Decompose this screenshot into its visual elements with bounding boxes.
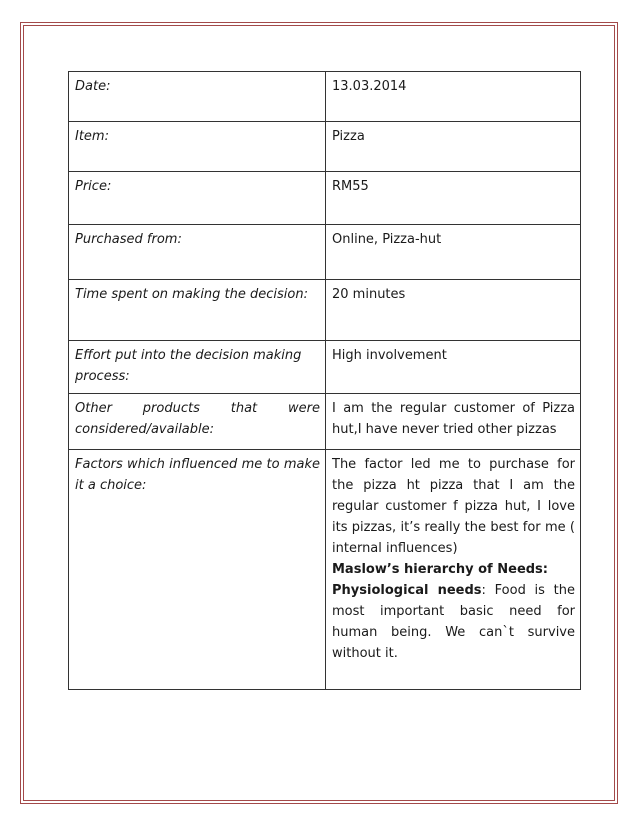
item-label: Item: [69, 122, 326, 172]
purchase-decision-table [68, 71, 581, 690]
price-label: Price: [69, 172, 326, 225]
table-row [69, 72, 581, 122]
table-row [69, 172, 581, 225]
table-row [69, 450, 581, 690]
purchased-from-value: Online, Pizza-hut [326, 225, 581, 280]
maslow-heading: Maslow’s hierarchy of Needs: [332, 562, 548, 577]
physiological-needs-text: : Food is the most important basic need for human being. We can`t survive without it. [332, 583, 575, 661]
factors-intro-text: The factor led me to purchase for the pizza ht pizza that I am the regular customer f pizza hut, I love its pizzas, it’s really the best for me ( internal influences) [332, 457, 575, 556]
date-value: 13.03.2014 [326, 72, 581, 122]
table-row [69, 341, 581, 394]
time-spent-label: Time spent on making the decision: [69, 280, 326, 341]
time-spent-value: 20 minutes [326, 280, 581, 341]
table-row [69, 122, 581, 172]
date-label: Date: [69, 72, 326, 122]
effort-value: High involvement [326, 341, 581, 394]
physiological-needs-title: Physiological needs [332, 583, 482, 598]
price-value: RM55 [326, 172, 581, 225]
table-row [69, 225, 581, 280]
effort-label: Effort put into the decision making process: [69, 341, 326, 394]
other-products-value: I am the regular customer of Pizza hut,I have never tried other pizzas [326, 394, 581, 450]
other-products-label: Other products that were considered/available: [69, 394, 326, 450]
item-value: Pizza [326, 122, 581, 172]
purchased-from-label: Purchased from: [69, 225, 326, 280]
factors-value [326, 450, 581, 690]
table-row [69, 394, 581, 450]
table-row [69, 280, 581, 341]
factors-label: Factors which influenced me to make it a choice: [69, 450, 326, 690]
